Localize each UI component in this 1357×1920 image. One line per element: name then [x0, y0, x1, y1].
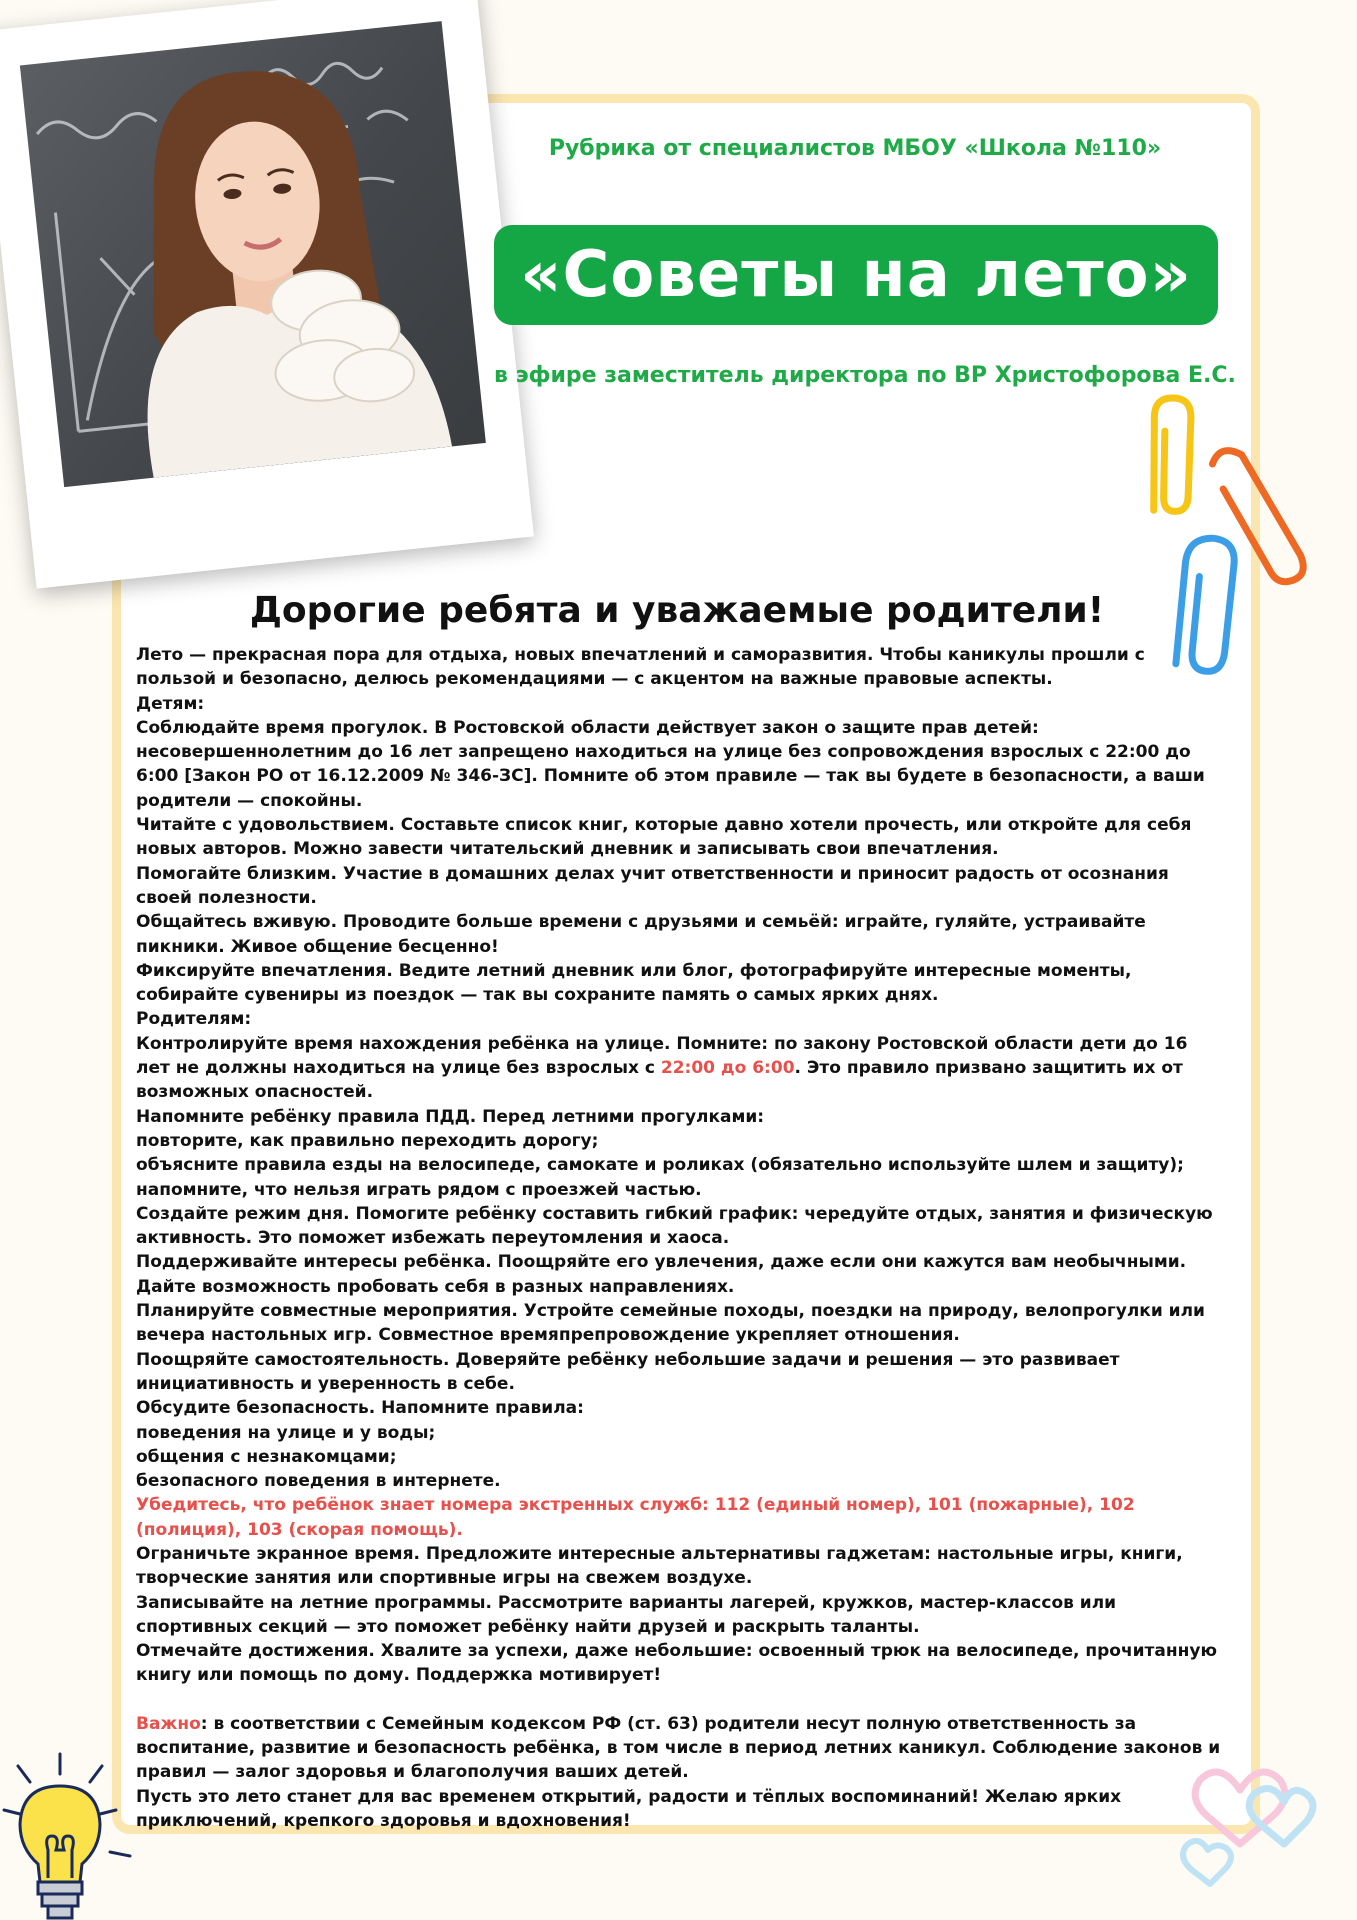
- final-tip: Отмечайте достижения. Хвалите за успехи, даже небольшие: освоенный трюк на велосипеде, прочитанную книгу или помощь по дому. Поддержка мотивирует!: [136, 1641, 1217, 1686]
- parents-time-after: . Это правило призвано защитить их от возможных опасностей.: [136, 1058, 1183, 1103]
- final-tip: Записывайте на летние программы. Рассмотрите варианты лагерей, кружков, мастер-классов или спортивных секций — это поможет ребёнку найти друзей и раскрыть таланты.: [136, 1592, 1117, 1637]
- emergency-numbers: Убедитесь, что ребёнок знает номера экстренных служб: 112 (единый номер), 101 (пожарные), 102 (полиция), 103 (скорая помощь).: [136, 1495, 1135, 1540]
- kids-tip: Читайте с удовольствием. Составьте список книг, которые давно хотели прочесть, или откройте для себя новых авторов. Можно завести читательский дневник и записывать свои впечатления.: [136, 815, 1192, 860]
- parents-time-before: Контролируйте время нахождения ребёнка на улице. Помните: по закону Ростовской области дети до 16 лет не должны находиться на улице без взрослых с: [136, 1033, 1188, 1079]
- parents-section-title: Родителям:: [136, 1009, 252, 1030]
- greeting-heading: Дорогие ребята и уважаемые родители!: [249, 590, 1105, 631]
- paragraph-gap: [136, 1688, 1221, 1712]
- final-tip: Ограничьте экранное время. Предложите интересные альтернативы гаджетам: настольные игры, книги, творческие занятия или спортивные игры на свежем воздухе.: [136, 1543, 1183, 1589]
- rubric-line: Рубрика от специалистов МБОУ «Школа №110»: [548, 136, 1162, 161]
- pdd-item: повторите, как правильно переходить дорогу;: [136, 1130, 599, 1151]
- pdd-item: объясните правила езды на велосипеде, самокате и роликах (обязательно используйте шлем и защиту);: [136, 1155, 1184, 1176]
- subtitle-line: в эфире заместитель директора по ВР Христофорова Е.С.: [494, 363, 1236, 388]
- pdd-item: напомните, что нельзя играть рядом с проезжей частью.: [136, 1179, 702, 1200]
- pdd-title: Напомните ребёнку правила ПДД. Перед летними прогулками:: [136, 1106, 765, 1127]
- parents-time-tip: [136, 1032, 1221, 1105]
- parents-tip: Поощряйте самостоятельность. Доверяйте ребёнку небольшие задачи и решения — это развивает инициативность и уверенность в себе.: [136, 1349, 1120, 1394]
- important-text: : в соответствии с Семейным кодексом РФ (ст. 63) родители несут полную ответственность за воспитание, развитие и безопасность ребёнка, в том числе в период летних каникул. Соблюдение законов и правил — залог здоровья и благополучия ваших детей.: [136, 1713, 1221, 1783]
- parents-tip: Планируйте совместные мероприятия. Устройте семейные походы, поездки на природу, велопрогулки или вечера настольных игр. Совместное времяпрепровождение укрепляет отношения.: [136, 1301, 1205, 1346]
- intro-paragraph: Лето — прекрасная пора для отдыха, новых впечатлений и саморазвития. Чтобы каникулы прошли с пользой и безопасно, делюсь рекомендациями — с акцентом на важные правовые аспекты.: [136, 645, 1145, 690]
- important-label: Важно: [136, 1713, 201, 1734]
- important-note: [136, 1712, 1221, 1785]
- safety-item: поведения на улице и у воды;: [136, 1422, 436, 1443]
- polaroid-photo-card: [0, 0, 534, 589]
- parents-tip: Поддерживайте интересы ребёнка. Поощряйте его увлечения, даже если они кажутся вам необычными. Дайте возможность пробовать себя в разных направлениях.: [136, 1252, 1187, 1297]
- kids-tip: Соблюдайте время прогулок. В Ростовской области действует закон о защите прав детей: несовершеннолетним до 16 лет запрещено находиться на улице без сопровождения взрослых с 22:00 до 6:00 [Закон РО от 16.12.2009 № 346-ЗС]. Помните об этом правиле — так вы будете в безопасности, а ваши родители — спокойны.: [136, 717, 1205, 811]
- safety-title: Обсудите безопасность. Напомните правила:: [136, 1398, 584, 1419]
- parents-time-highlight: 22:00 до 6:00: [660, 1058, 795, 1079]
- portrait-photo: [20, 21, 486, 487]
- kids-section-title: Детям:: [136, 693, 205, 714]
- safety-item: общения с незнакомцами;: [136, 1446, 397, 1467]
- portrait-illustration: [20, 21, 486, 487]
- paperclip-yellow-icon: [1140, 392, 1200, 527]
- article-body: [136, 643, 1221, 1833]
- kids-tip: Помогайте близким. Участие в домашних делах учит ответственности и приносит радость от осознания своей полезности.: [136, 863, 1169, 908]
- safety-item: безопасного поведения в интернете.: [136, 1471, 501, 1492]
- title-banner: [494, 225, 1218, 325]
- kids-tip: Фиксируйте впечатления. Ведите летний дневник или блог, фотографируйте интересные моменты, собирайте сувениры из поездок — так вы сохраните память о самых ярких днях.: [136, 960, 1132, 1006]
- page-title: «Советы на лето»: [520, 238, 1192, 312]
- closing-paragraph: Пусть это лето станет для вас временем открытий, радости и тёплых воспоминаний! Желаю ярких приключений, крепкого здоровья и вдохновения!: [136, 1786, 1122, 1831]
- parents-tip: Создайте режим дня. Помогите ребёнку составить гибкий график: чередуйте отдых, занятия и физическую активность. Это поможет избежать переутомления и хаоса.: [136, 1203, 1213, 1249]
- kids-tip: Общайтесь вживую. Проводите больше времени с друзьями и семьёй: играйте, гуляйте, устраивайте пикники. Живое общение бесценно!: [136, 912, 1146, 957]
- lightbulb-icon: [0, 1752, 150, 1920]
